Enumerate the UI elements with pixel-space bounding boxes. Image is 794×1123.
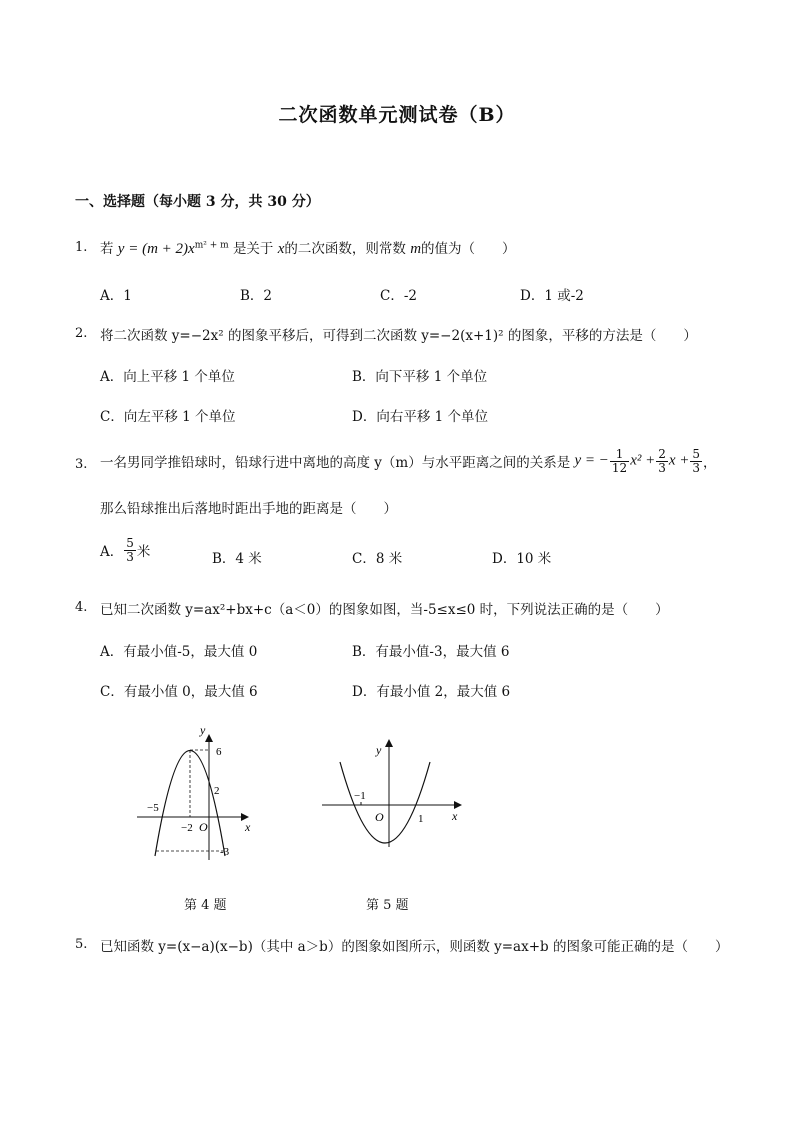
q3-text-2: 那么铅球推出后落地时距出手地的距离是（ ）	[100, 501, 397, 517]
q3-option-a-num: 5	[126, 536, 134, 550]
q3-frac-3-num: 5	[692, 447, 701, 461]
section-heading: 一、选择题（每小题 3 分，共 30 分）	[75, 194, 320, 210]
q3-eq-end: ，	[703, 455, 717, 472]
q3-option-c: C．8 米	[352, 551, 403, 567]
q3-eq-start: y = −	[574, 452, 609, 469]
q3-option-b: B．4 米	[212, 551, 262, 567]
q4-option-a: A．有最小值-5，最大值 0	[100, 644, 258, 660]
q4-option-d: D．有最小值 2，最大值 6	[352, 684, 511, 700]
q3-frac-1-den: 12	[611, 460, 628, 475]
q5-number: 5.	[75, 937, 88, 952]
q1-end: 的值为（ ）	[421, 241, 516, 257]
q4-text: 已知二次函数 y=ax²+bx+c（a＜0）的图象如图，当-5≤x≤0 时，下列说法正确的是（ ）	[100, 602, 669, 618]
q3-frac-2-den: 3	[658, 460, 666, 475]
q4-label-minus5: −5	[147, 802, 159, 814]
q3-option-d: D．10 米	[492, 551, 552, 567]
q1-exponent: m² + m	[194, 240, 229, 251]
q1-expr: y = (m + 2)x	[117, 241, 195, 257]
q5-parabola	[340, 762, 430, 843]
q3-lead: 一名男同学推铅球时，铅球行进中离地的高度 y（m）与水平距离之间的关系是	[100, 455, 571, 472]
q1-var-x: x	[277, 241, 285, 257]
q4-label-6: 6	[216, 746, 222, 758]
page-title: 二次函数单元测试卷（B）	[278, 104, 516, 126]
q3-option-a	[100, 537, 150, 563]
q4-label-minus2: −2	[181, 822, 193, 834]
q1-option-c: C．-2	[380, 288, 417, 304]
q2-text: 将二次函数 y=−2x² 的图象平移后，可得到二次函数 y=−2(x+1)² 的图象，平移的方法是（ ）	[100, 328, 697, 344]
q1-var-m: m	[410, 241, 422, 257]
figure-q4-caption: 第 4 题	[184, 898, 227, 913]
q3-frac-3	[690, 448, 702, 474]
q1-option-d: D．1 或-2	[520, 288, 584, 304]
q3-frac-2	[656, 448, 668, 474]
q3-text	[100, 448, 717, 474]
q4-label-2: 2	[214, 785, 220, 797]
q2-option-b: B．向下平移 1 个单位	[352, 369, 488, 385]
q4-label-x: x	[245, 820, 251, 834]
q3-term-2: x +	[668, 452, 690, 469]
q5-label-y: y	[376, 743, 382, 757]
q4-label-minus3: -3	[220, 846, 230, 858]
q5-text: 已知函数 y=(x−a)(x−b)（其中 a＞b）的图象如图所示，则函数 y=ax+b 的图象可能正确的是（ ）	[100, 939, 729, 955]
q1-option-a: A．1	[100, 288, 132, 304]
q4-number: 4.	[75, 600, 88, 615]
q2-option-d: D．向右平移 1 个单位	[352, 409, 488, 425]
q4-label-origin: O	[199, 820, 208, 834]
q1-lead: 若	[100, 241, 114, 257]
q5-label-minus1: −1	[354, 790, 366, 802]
q3-frac-2-num: 2	[658, 447, 666, 461]
q4-option-c: C．有最小值 0，最大值 6	[100, 684, 258, 700]
figure-q5-caption: 第 5 题	[366, 898, 409, 913]
q2-option-a: A．向上平移 1 个单位	[100, 369, 235, 385]
q4-label-y: y	[200, 723, 206, 737]
q1-number: 1.	[75, 240, 88, 255]
q3-frac-3-den: 3	[692, 460, 701, 475]
figure-q5	[318, 735, 466, 850]
figure-q4	[130, 720, 265, 865]
q1-option-b: B．2	[240, 288, 273, 304]
q3-number: 3.	[75, 457, 88, 472]
q1-tail: 的二次函数，则常数	[284, 241, 406, 257]
q3-option-a-unit: 米	[136, 544, 151, 561]
q1-text	[100, 237, 516, 258]
q3-option-a-label: A．	[100, 544, 124, 561]
q3-option-a-den: 3	[126, 549, 134, 564]
q2-option-c: C．向左平移 1 个单位	[100, 409, 236, 425]
q3-term-1: x² +	[630, 452, 656, 469]
q5-label-x: x	[452, 809, 458, 823]
q2-number: 2.	[75, 326, 88, 341]
q4-option-b: B．有最小值-3，最大值 6	[352, 644, 510, 660]
q5-label-origin: O	[375, 810, 384, 824]
q3-frac-1-num: 1	[610, 448, 629, 462]
q3-frac-1	[610, 448, 629, 474]
q1-mid: 是关于	[232, 241, 274, 257]
q3-option-a-frac	[124, 537, 136, 563]
q5-label-1: 1	[418, 813, 424, 825]
